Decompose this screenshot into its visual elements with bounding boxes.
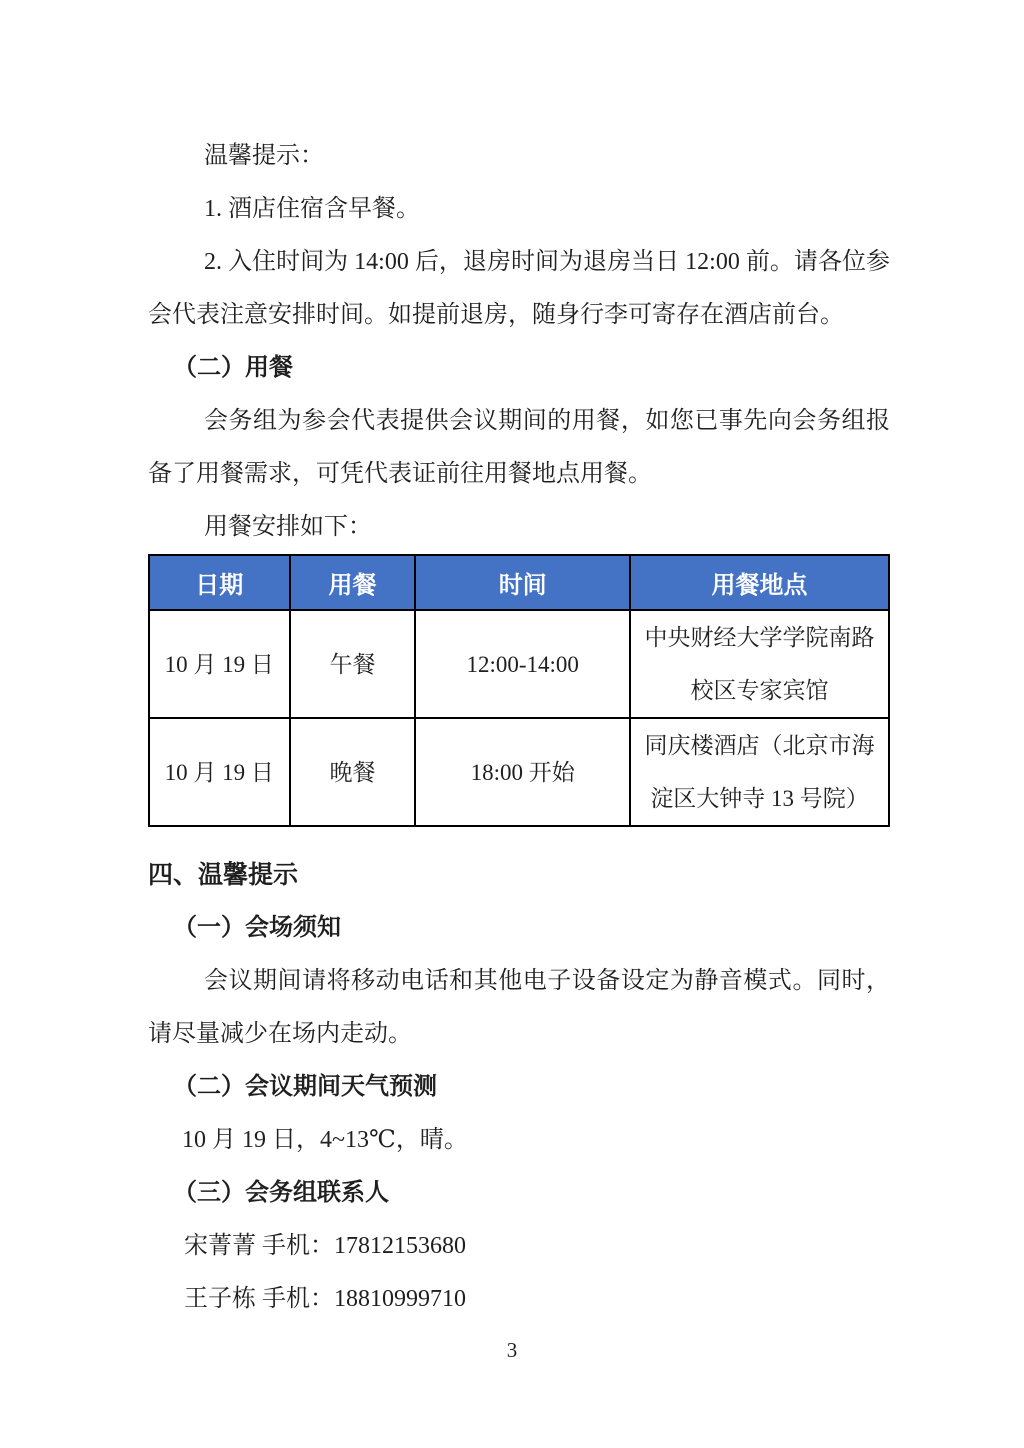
subsection-heading-venue: （一）会场须知 [173, 915, 341, 941]
tip-item-2: 2. 入住时间为 14:00 后，退房时间为退房当日 12:00 前。请各位参会代表注意安排时间。如提前退房，随身行李可寄存在酒店前台。 [148, 249, 890, 328]
table-header-location: 用餐地点 [630, 555, 889, 610]
cell-meal: 午餐 [290, 610, 416, 718]
subsection-heading-weather: （二）会议期间天气预测 [173, 1074, 437, 1100]
page-number: 3 [506, 1338, 518, 1362]
table-header-date: 日期 [149, 555, 290, 610]
table-row [149, 610, 889, 718]
cell-time: 18:00 开始 [415, 718, 630, 826]
venue-paragraph: 会议期间请将移动电话和其他电子设备设定为静音模式。同时，请尽量减少在场内走动。 [148, 968, 890, 1047]
table-header-time: 时间 [415, 555, 630, 610]
tip-item-1: 1. 酒店住宿含早餐。 [204, 196, 420, 222]
dining-paragraph: 会务组为参会代表提供会议期间的用餐，如您已事先向会务组报备了用餐需求，可凭代表证前往用餐地点用餐。 [148, 408, 890, 487]
cell-location: 同庆楼酒店（北京市海淀区大钟寺 13 号院） [630, 718, 889, 826]
subsection-heading-contacts: （三）会务组联系人 [173, 1180, 389, 1206]
weather-forecast: 10 月 19 日，4~13℃，晴。 [182, 1127, 468, 1153]
section-heading-tips: 四、温馨提示 [148, 862, 299, 889]
dining-schedule-intro: 用餐安排如下： [204, 514, 372, 540]
dining-table [148, 554, 890, 827]
table-header-row [149, 555, 889, 610]
tips-label: 温馨提示： [204, 143, 324, 169]
table-header-meal: 用餐 [290, 555, 416, 610]
section-heading-dining: （二）用餐 [173, 355, 293, 381]
table-row [149, 718, 889, 826]
cell-date: 10 月 19 日 [149, 718, 290, 826]
cell-location: 中央财经大学学院南路校区专家宾馆 [630, 610, 889, 718]
contact-person-2: 王子栋 手机：18810999710 [184, 1286, 466, 1312]
cell-date: 10 月 19 日 [149, 610, 290, 718]
contact-person-1: 宋菁菁 手机：17812153680 [184, 1233, 466, 1259]
cell-meal: 晚餐 [290, 718, 416, 826]
cell-time: 12:00-14:00 [415, 610, 630, 718]
